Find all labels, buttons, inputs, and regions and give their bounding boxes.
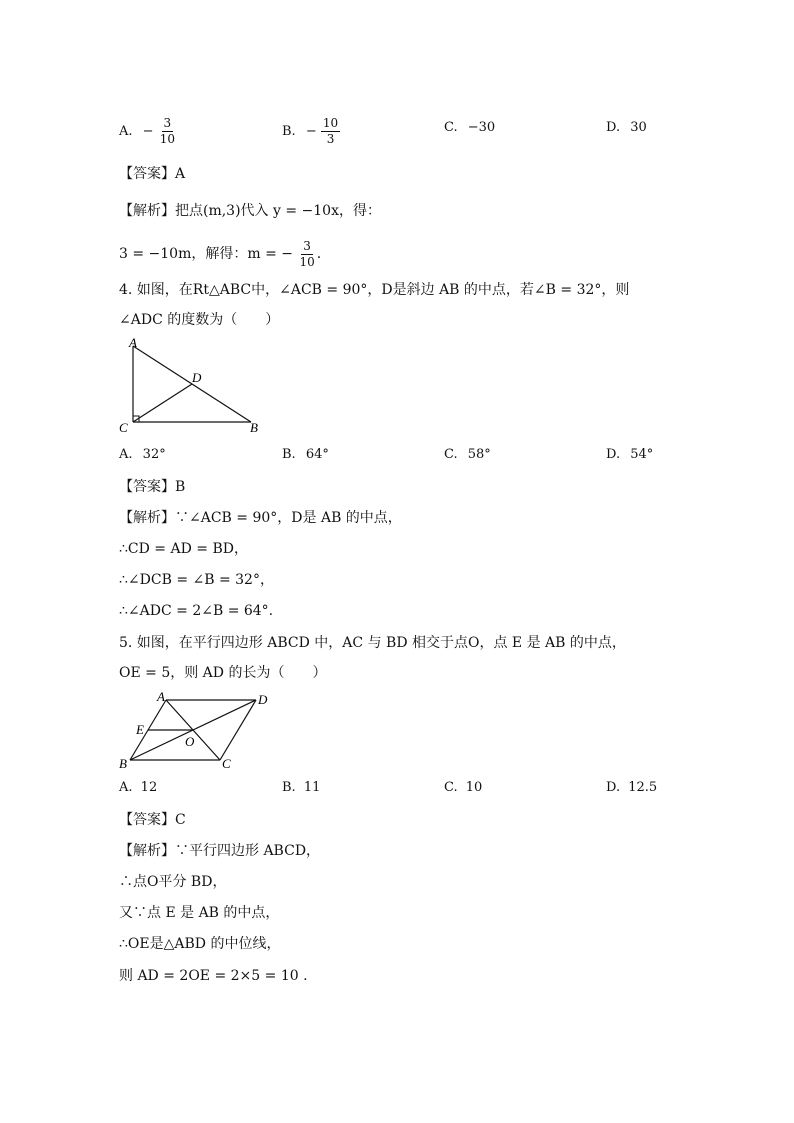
q3-analysis-line1 xyxy=(119,201,381,221)
denominator: 10 xyxy=(299,254,315,269)
q4-answer xyxy=(119,477,185,497)
option-text: 32° xyxy=(142,447,166,462)
q5-analysis-line3: 又∵点 E 是 AB 的中点， xyxy=(119,905,280,921)
q3-option-c xyxy=(444,119,495,137)
option-letter: B. xyxy=(282,447,296,462)
label-b: B xyxy=(250,420,258,435)
q5-analysis-line1 xyxy=(119,841,320,861)
denominator: 10 xyxy=(159,132,175,146)
option-text: 64° xyxy=(305,447,329,462)
option-letter: A. xyxy=(119,780,133,795)
option-text: 11 xyxy=(303,780,321,795)
analysis-text: ∵平行四边形 ABCD， xyxy=(175,843,321,859)
option-letter: D. xyxy=(606,780,621,795)
option-letter: D. xyxy=(606,120,621,135)
option-letter: A. xyxy=(119,447,133,462)
label-a: A xyxy=(129,335,137,350)
q5-stem-line2: OE = 5，则 AD 的长为（ ） xyxy=(119,665,327,681)
option-text: 58° xyxy=(467,447,491,462)
label-c: C xyxy=(222,756,231,771)
q5-analysis-line2: ∴点O平分 BD， xyxy=(119,874,227,890)
fraction xyxy=(297,239,316,270)
q4-analysis-line4: ∴∠ADC = 2∠B = 64°. xyxy=(119,603,274,619)
label-e: E xyxy=(136,722,144,737)
q4-analysis-line2: ∴CD = AD = BD， xyxy=(119,541,248,557)
answer-label: 【答案】 xyxy=(119,479,175,495)
q3-option-d xyxy=(606,119,647,137)
minus-sign: − xyxy=(305,124,317,139)
label-o: O xyxy=(185,734,195,749)
analysis-label: 【解析】 xyxy=(119,510,175,526)
q4-stem-line1: 4. 如图，在Rt△ABC中，∠ACB = 90°，D是斜边 AB 的中点，若∠B = 32°，则 xyxy=(119,282,630,298)
numerator: 10 xyxy=(322,116,339,130)
q3-answer xyxy=(119,164,185,184)
q4-option-b xyxy=(282,446,329,464)
option-text: 10 xyxy=(465,780,483,795)
q4-option-a xyxy=(119,446,166,464)
answer-value: B xyxy=(175,479,186,495)
label-d: D xyxy=(258,692,268,707)
q5-analysis-line5: 则 AD = 2OE = 2×5 = 10 . xyxy=(119,968,308,984)
q3-option-b xyxy=(282,116,340,147)
analysis-text: 3 = −10m，解得：m = − xyxy=(119,246,293,262)
option-text: 12.5 xyxy=(628,780,658,795)
label-c: C xyxy=(119,420,128,435)
analysis-label: 【解析】 xyxy=(119,203,175,219)
q5-answer xyxy=(119,810,186,830)
q4-analysis-line1 xyxy=(119,508,402,528)
option-letter: B. xyxy=(282,124,296,139)
analysis-text: ∵∠ACB = 90°，D是 AB 的中点， xyxy=(175,510,402,526)
q4-analysis-line3: ∴∠DCB = ∠B = 32°， xyxy=(119,572,274,588)
q4-stem-line2: ∠ADC 的度数为（ ） xyxy=(119,312,280,328)
option-text: 30 xyxy=(630,120,647,135)
q5-option-c xyxy=(444,779,482,797)
q5-option-a xyxy=(119,779,157,797)
label-b: B xyxy=(119,756,127,771)
q4-triangle-figure xyxy=(112,334,272,436)
option-letter: B. xyxy=(282,780,296,795)
q5-stem-line1: 5. 如图，在平行四边形 ABCD 中，AC 与 BD 相交于点O，点 E 是 AB 的中点， xyxy=(119,635,626,651)
minus-sign: − xyxy=(142,124,154,139)
option-letter: A. xyxy=(119,124,133,139)
answer-label: 【答案】 xyxy=(119,166,175,182)
option-text: 12 xyxy=(140,780,158,795)
segment-cd xyxy=(133,384,192,422)
label-d: D xyxy=(192,370,202,385)
answer-label: 【答案】 xyxy=(119,812,175,828)
answer-value: A xyxy=(175,166,186,182)
option-text: 54° xyxy=(630,447,654,462)
option-letter: C. xyxy=(444,120,458,135)
fraction xyxy=(158,116,177,147)
analysis-label: 【解析】 xyxy=(119,843,175,859)
q5-option-b xyxy=(282,779,320,797)
option-text: −30 xyxy=(467,120,496,135)
numerator: 3 xyxy=(163,116,172,130)
label-a: A xyxy=(157,689,165,704)
q5-parallelogram-figure xyxy=(112,688,272,772)
q4-option-c xyxy=(444,446,491,464)
q4-option-d xyxy=(606,446,653,464)
fraction xyxy=(321,116,340,147)
q3-analysis-line2 xyxy=(119,236,321,272)
q3-option-a xyxy=(119,116,177,147)
option-letter: C. xyxy=(444,447,458,462)
analysis-text: 把点(m,3)代入 y = −10x，得： xyxy=(175,203,381,219)
denominator: 3 xyxy=(326,132,335,146)
option-letter: C. xyxy=(444,780,458,795)
q5-option-d xyxy=(606,779,657,797)
analysis-period: . xyxy=(316,246,322,262)
option-letter: D. xyxy=(606,447,621,462)
numerator: 3 xyxy=(303,238,311,253)
q5-analysis-line4: ∴OE是△ABD 的中位线， xyxy=(119,936,281,952)
answer-value: C xyxy=(175,812,186,828)
